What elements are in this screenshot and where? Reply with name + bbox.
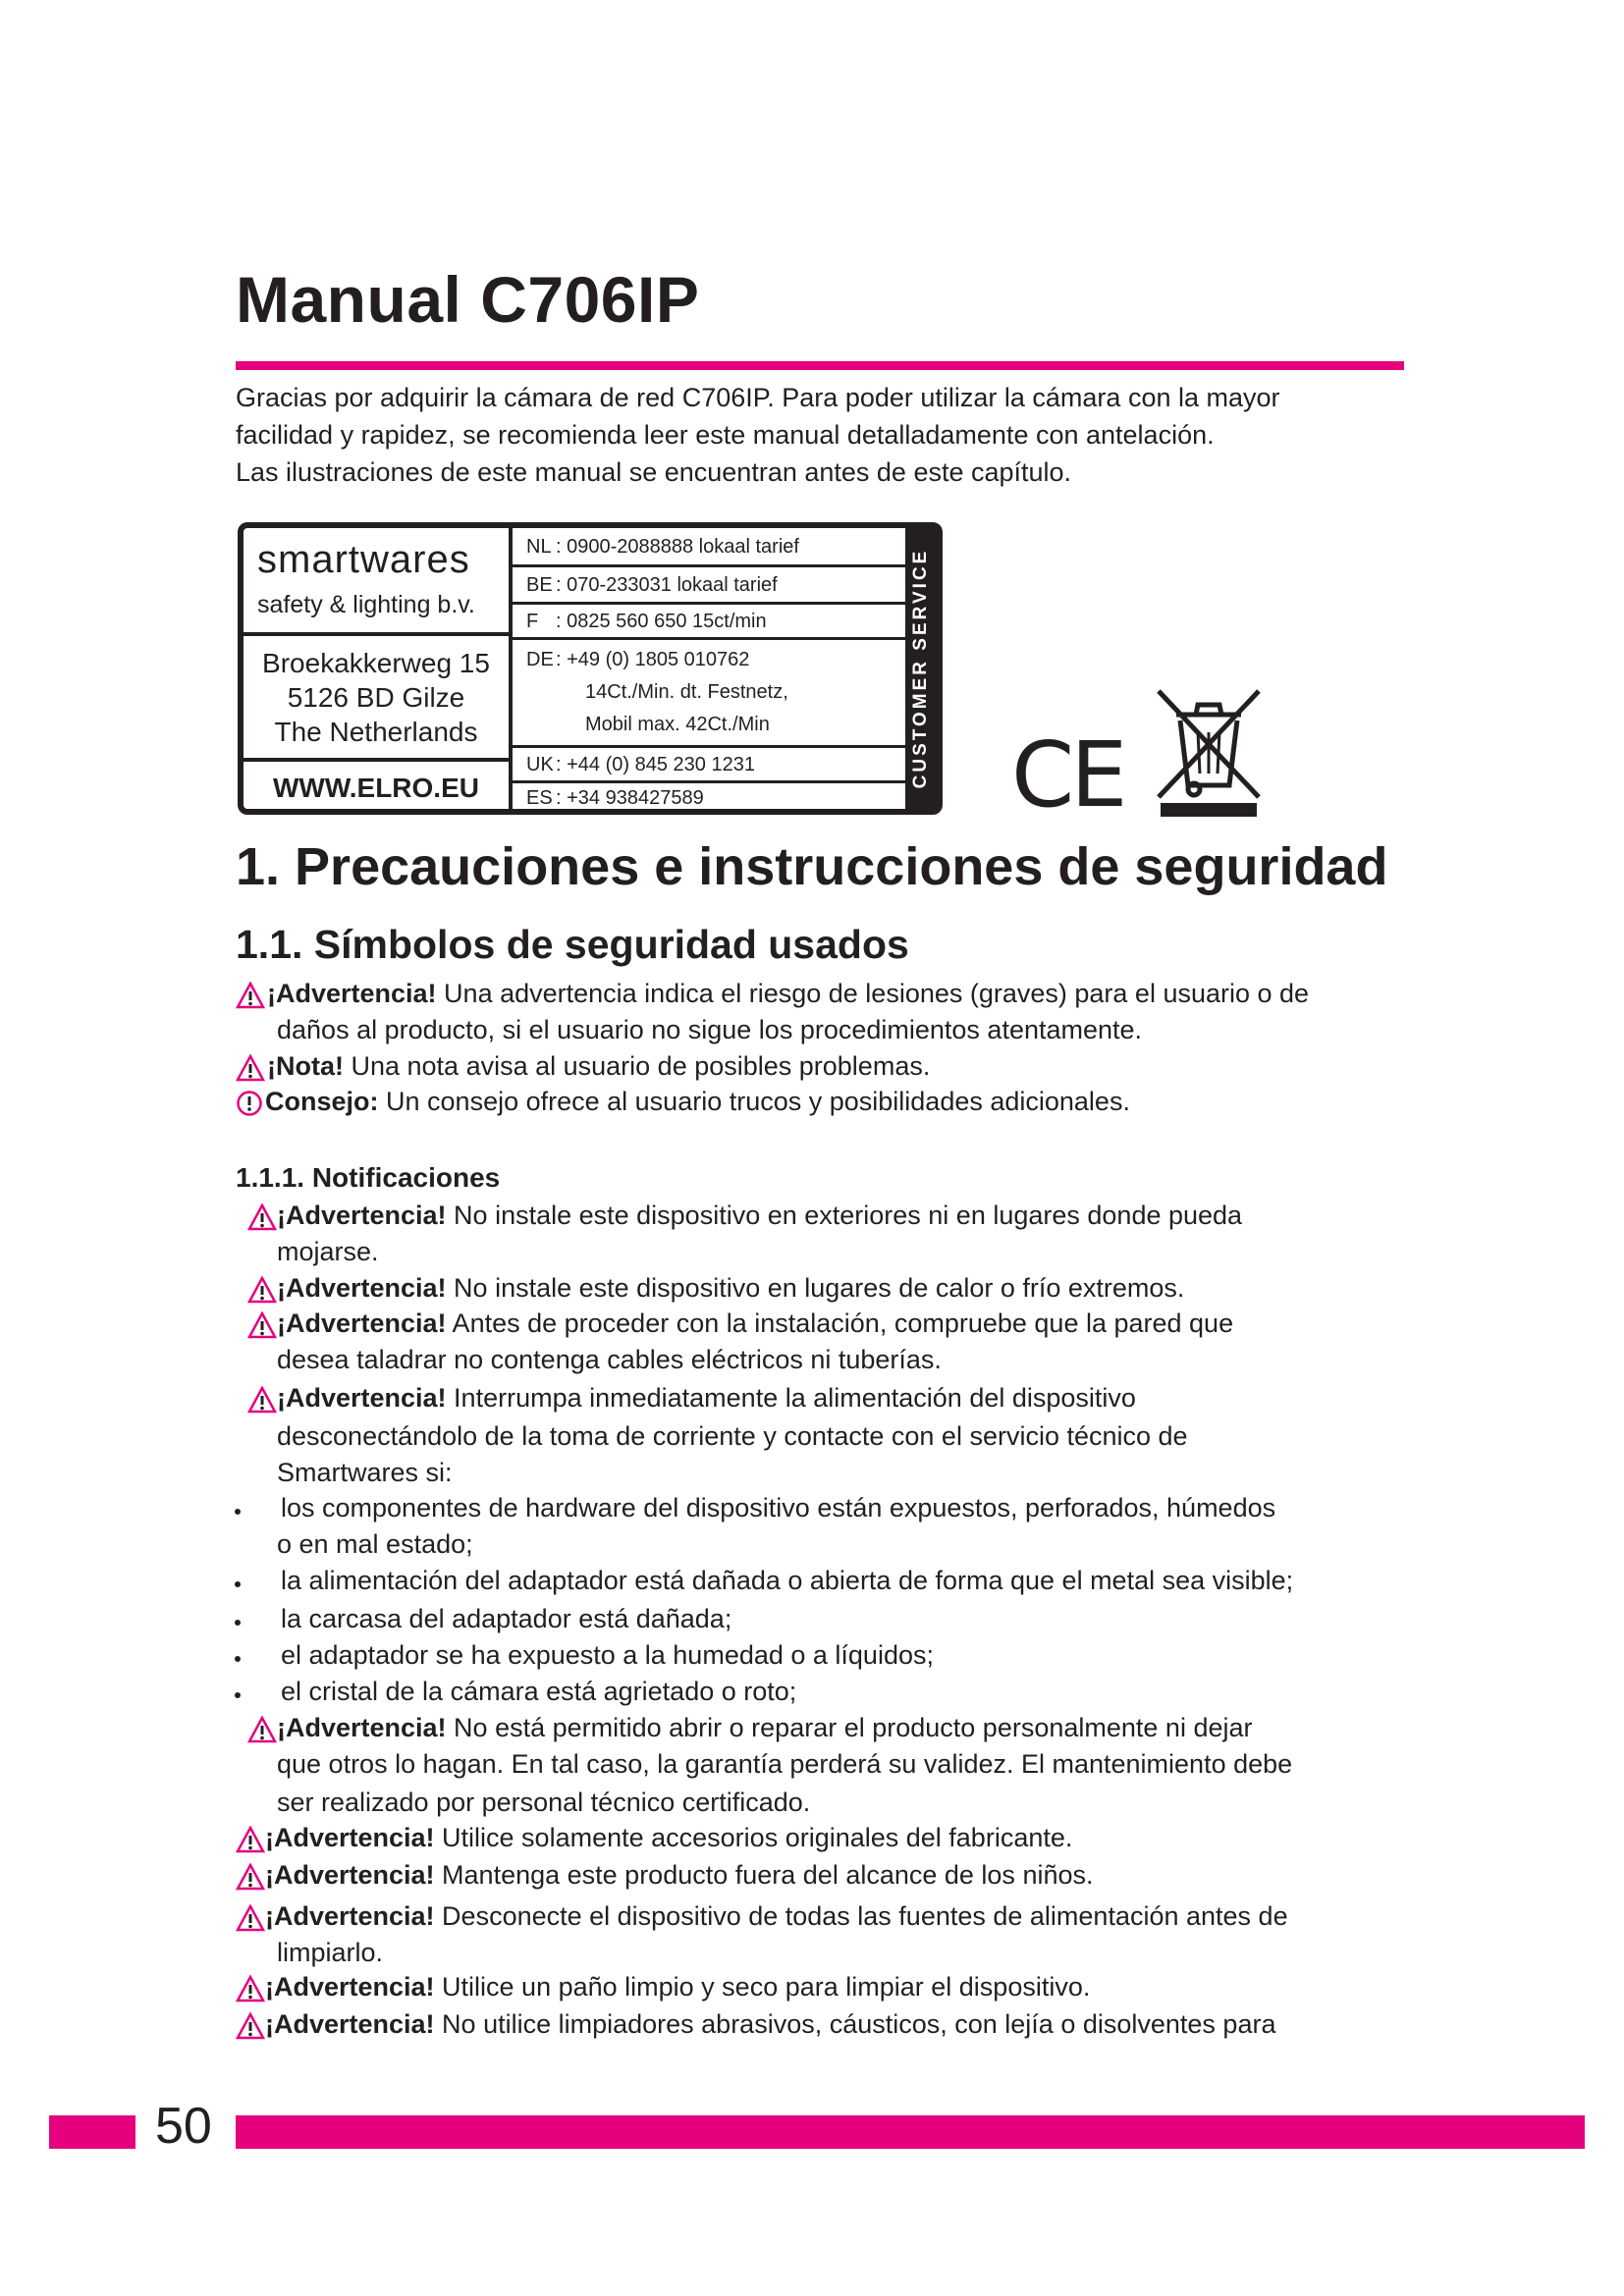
- warning-label: ¡Advertencia!: [265, 2009, 435, 2039]
- country-code: BE: [526, 574, 553, 596]
- tip-description: Un consejo ofrece al usuario trucos y posibilidades adicionales.: [378, 1087, 1130, 1116]
- notice-line: mojarse.: [277, 1237, 379, 1266]
- phone-extra: Mobil max. 42Ct./Min: [585, 714, 770, 735]
- country-code: ES: [526, 787, 553, 809]
- bullet-icon: [233, 1581, 243, 1591]
- warning-label: ¡Advertencia!: [267, 979, 437, 1008]
- note-label: ¡Nota!: [267, 1051, 344, 1081]
- bullet-icon: [233, 1692, 243, 1702]
- bullet-icon: [233, 1620, 243, 1629]
- bullet-icon: [233, 1509, 243, 1519]
- notice-line: desconectándolo de la toma de corriente y contacte con el servicio técnico de: [277, 1421, 1188, 1451]
- warning-triangle-icon: [247, 1716, 277, 1743]
- warning-triangle-icon: [247, 1203, 277, 1231]
- warning-label: ¡Advertencia!: [265, 1901, 435, 1931]
- address-line: The Netherlands: [274, 717, 478, 747]
- company-panel: [244, 528, 513, 809]
- phone-list: [513, 528, 905, 809]
- warning-symbol-line: [267, 976, 1309, 1012]
- notice-line: que otros lo hagan. En tal caso, la garantía perderá su validez. El mantenimiento debe: [277, 1749, 1293, 1779]
- notice-text: Antes de proceder con la instalación, compruebe que la pared que: [446, 1308, 1234, 1338]
- notice-text: Interrumpa inmediatamente la alimentación del dispositivo: [446, 1383, 1136, 1413]
- notice-text: No instale este dispositivo en exteriores ni en lugares donde pueda: [446, 1201, 1243, 1230]
- address-line: 5126 BD Gilze: [287, 682, 465, 713]
- notice-line: la carcasa del adaptador está dañada;: [281, 1604, 732, 1633]
- notice-line: [265, 1820, 1072, 1856]
- notice-line: [265, 1857, 1094, 1894]
- side-label: CUSTOMER SERVICE: [910, 548, 931, 789]
- notice-line: [277, 1270, 1184, 1307]
- tip-symbol-line: [265, 1084, 1130, 1120]
- notice-line: [265, 2006, 1275, 2043]
- phone-text: : +34 938427589: [556, 787, 704, 809]
- notice-text: No instale este dispositivo en lugares de calor o frío extremos.: [446, 1273, 1185, 1303]
- notice-line: [265, 1969, 1090, 2005]
- footer-bar-right: [236, 2115, 1585, 2149]
- intro-line: facilidad y rapidez, se recomienda leer este manual detalladamente con antelación.: [236, 420, 1215, 450]
- tip-label: Consejo:: [265, 1087, 379, 1116]
- warning-triangle-icon: [236, 1863, 265, 1891]
- warning-triangle-icon: [247, 1276, 277, 1304]
- country-code: DE: [526, 649, 554, 670]
- notice-line: el adaptador se ha expuesto a la humedad o a líquidos;: [281, 1640, 934, 1670]
- warning-triangle-icon: [236, 1904, 265, 1932]
- page-title: Manual C706IP: [236, 263, 700, 336]
- section-heading-1: 1. Precauciones e instrucciones de seguridad: [236, 837, 1388, 896]
- notice-line: limpiarlo.: [277, 1938, 384, 1967]
- customer-service-box: [238, 522, 943, 815]
- warning-description-cont: daños al producto, si el usuario no sigue los procedimientos atentamente.: [277, 1015, 1143, 1044]
- phone-row: [513, 567, 905, 605]
- intro-paragraph: [236, 379, 1414, 491]
- ce-mark: CE: [1011, 722, 1124, 828]
- phone-text: : 0825 560 650 15ct/min: [556, 611, 767, 632]
- bullet-icon: [233, 1656, 243, 1666]
- title-rule: [236, 361, 1404, 370]
- notice-line: [277, 1380, 1136, 1416]
- warning-triangle-icon: [236, 982, 265, 1009]
- notice-text: Desconecte el dispositivo de todas las fuentes de alimentación antes de: [434, 1901, 1288, 1931]
- notice-text: Utilice un paño limpio y seco para limpiar el dispositivo.: [434, 1972, 1091, 2002]
- notice-text: No utilice limpiadores abrasivos, cáusticos, con lejía o disolventes para: [434, 2009, 1276, 2039]
- note-symbol-line: [267, 1048, 930, 1085]
- notice-line: [277, 1306, 1233, 1342]
- address-line: Broekakkerweg 15: [262, 648, 490, 678]
- notice-line: los componentes de hardware del dispositivo están expuestos, perforados, húmedos: [281, 1493, 1276, 1522]
- company-address: [244, 636, 509, 762]
- phone-row: [513, 528, 905, 567]
- phone-row: [513, 783, 905, 815]
- warning-triangle-icon: [236, 1826, 265, 1853]
- notice-line: Smartwares si:: [277, 1458, 453, 1487]
- warning-label: ¡Advertencia!: [277, 1201, 447, 1230]
- brand-name: smartwares: [257, 538, 470, 581]
- warning-label: ¡Advertencia!: [277, 1273, 447, 1303]
- country-code: NL: [526, 536, 552, 558]
- notice-line: el cristal de la cámara está agrietado o roto;: [281, 1677, 797, 1706]
- phone-text: : +49 (0) 1805 010762: [556, 649, 750, 670]
- notice-line: ser realizado por personal técnico certificado.: [277, 1788, 811, 1817]
- warning-description: Una advertencia indica el riesgo de lesiones (graves) para el usuario o de: [436, 979, 1310, 1008]
- warning-label: ¡Advertencia!: [265, 1823, 435, 1852]
- notice-line: o en mal estado;: [277, 1529, 473, 1559]
- notice-line: [277, 1198, 1242, 1234]
- website-url: WWW.ELRO.EU: [273, 773, 479, 803]
- warning-label: ¡Advertencia!: [265, 1972, 435, 2002]
- country-code: F: [526, 611, 539, 632]
- crossed-bin-icon: [1155, 687, 1263, 817]
- country-code: UK: [526, 754, 554, 775]
- brand-subtitle: safety & lighting b.v.: [257, 591, 475, 618]
- phone-text: : 070-233031 lokaal tarief: [556, 574, 778, 596]
- note-description: Una nota avisa al usuario de posibles problemas.: [343, 1051, 931, 1081]
- section-heading-1-1: 1.1. Símbolos de seguridad usados: [236, 922, 909, 967]
- notice-line: la alimentación del adaptador está dañada o abierta de forma que el metal sea visible;: [281, 1566, 1294, 1595]
- warning-label: ¡Advertencia!: [265, 1860, 435, 1890]
- notice-text: Mantenga este producto fuera del alcance de los niños.: [434, 1860, 1094, 1890]
- warning-triangle-icon: [236, 1975, 265, 2002]
- notice-text: Utilice solamente accesorios originales del fabricante.: [434, 1823, 1073, 1852]
- tip-circle-icon: [236, 1090, 263, 1117]
- warning-label: ¡Advertencia!: [277, 1308, 447, 1338]
- footer-bar-left: [49, 2115, 135, 2149]
- notice-line: [265, 1898, 1288, 1935]
- notice-text: No está permitido abrir o reparar el producto personalmente ni dejar: [446, 1713, 1253, 1742]
- customer-service-tab: [905, 528, 937, 809]
- phone-extra: 14Ct./Min. dt. Festnetz,: [585, 681, 788, 703]
- section-heading-1-1-1: 1.1.1. Notificaciones: [236, 1162, 501, 1193]
- intro-line: Las ilustraciones de este manual se encuentran antes de este capítulo.: [236, 457, 1072, 487]
- brand-block: [244, 528, 509, 636]
- phone-row: [513, 605, 905, 640]
- warning-label: ¡Advertencia!: [277, 1713, 447, 1742]
- note-triangle-icon: [236, 1054, 265, 1082]
- phone-text: : +44 (0) 845 230 1231: [556, 754, 755, 775]
- intro-line: Gracias por adquirir la cámara de red C706IP. Para poder utilizar la cámara con la mayor: [236, 383, 1280, 412]
- warning-triangle-icon: [247, 1386, 277, 1414]
- page-number: 50: [155, 2098, 212, 2155]
- warning-triangle-icon: [247, 1311, 277, 1339]
- notice-line: [277, 1710, 1252, 1746]
- warning-label: ¡Advertencia!: [277, 1383, 447, 1413]
- phone-row: [513, 748, 905, 783]
- notice-line: desea taladrar no contenga cables eléctricos ni tuberías.: [277, 1345, 942, 1374]
- phone-row: [513, 640, 905, 748]
- phone-text: : 0900-2088888 lokaal tarief: [556, 536, 799, 558]
- warning-triangle-icon: [236, 2012, 265, 2040]
